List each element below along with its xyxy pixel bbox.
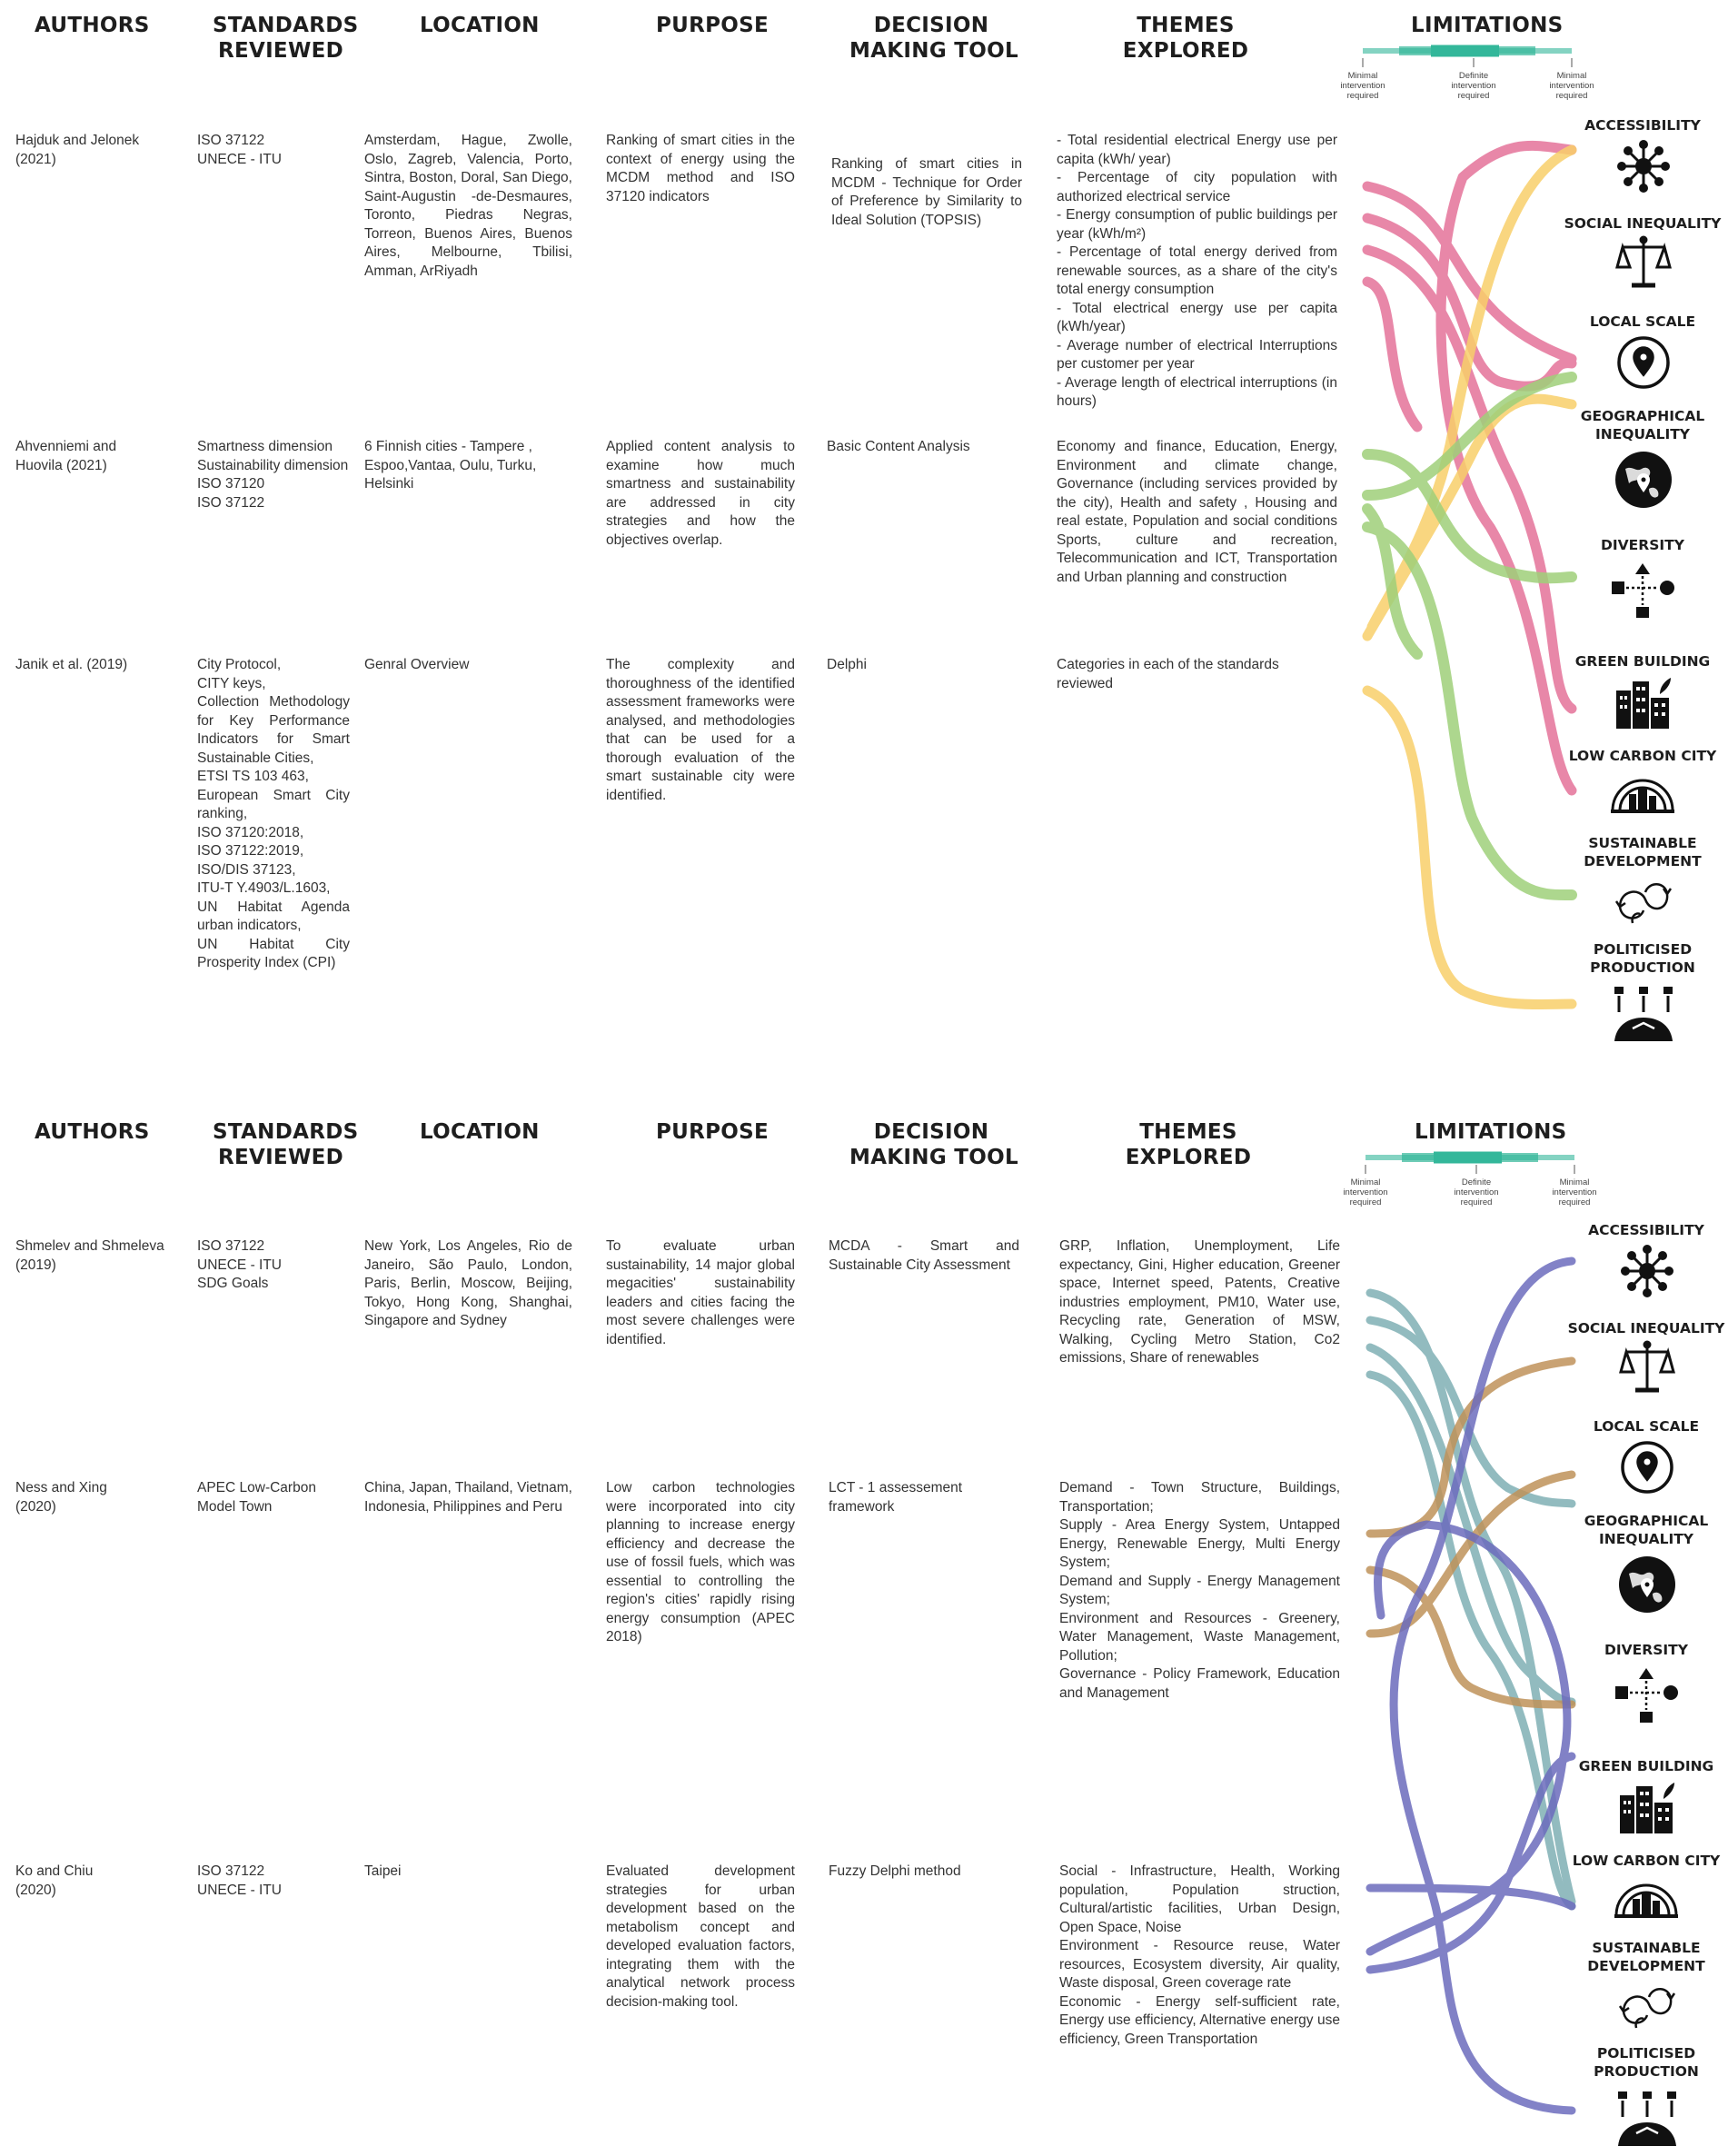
limitation-geographical-inequality: GEOGRAPHICAL INEQUALITY bbox=[1580, 408, 1705, 442]
row4-authors: Shmelev and Shmeleva (2019) bbox=[15, 1238, 164, 1273]
limitation-geographical-inequality-2: GEOGRAPHICAL INEQUALITY bbox=[1584, 1513, 1709, 1547]
row5-authors: Ness and Xing (2020) bbox=[15, 1480, 107, 1515]
row2-tool: Basic Content Analysis bbox=[827, 439, 970, 454]
row1-authors: Hajduk and Jelonek (2021) bbox=[15, 133, 140, 167]
diversity-arrows-icon bbox=[1614, 1666, 1679, 1729]
row1-location: Amsterdam, Hague, Zwolle, Oslo, Zagreb, Valencia, Porto, Sintra, Boston, Doral, San Diego, Saint-Augustin -de-Desmaures, Toronto, Piedras Negras, Torreon, Buenos Aires, Buenos Aires, Melbourne, Tbilisi, Amman, ArRiyadh bbox=[364, 133, 572, 279]
header-authors: AUTHORS bbox=[35, 14, 150, 37]
location-pin-icon bbox=[1619, 1439, 1675, 1500]
row2-standards: Smartness dimension Sustainability dimension ISO 37120 ISO 37122 bbox=[197, 439, 349, 511]
row3-location: Genral Overview bbox=[364, 657, 470, 672]
row3-purpose: The complexity and thoroughness of the identified assessment frameworks were analysed, and methodologies that can be used for a thorough evaluation of the smart sustainable city were identified. bbox=[606, 657, 795, 803]
header-limitations-2: LIMITATIONS bbox=[1415, 1120, 1567, 1144]
row1-tool: Ranking of smart cities in MCDM - Technique for Order of Preference by Similarity to Ideal Solution (TOPSIS) bbox=[831, 156, 1022, 228]
row5-tool: LCT - 1 assessement framework bbox=[829, 1480, 963, 1515]
low-carbon-dome-icon bbox=[1613, 1873, 1680, 1923]
limitation-sustainable-development-2: SUSTAINABLE DEVELOPMENT bbox=[1587, 1940, 1705, 1974]
scale-label-right: Minimal intervention required bbox=[1549, 71, 1594, 101]
header-themes-2: THEMES EXPLORED bbox=[1125, 1120, 1252, 1169]
green-building-icon bbox=[1613, 674, 1674, 735]
diversity-arrows-icon bbox=[1610, 561, 1675, 624]
row3-tool: Delphi bbox=[827, 657, 867, 672]
row3-authors: Janik et al. (2019) bbox=[15, 657, 128, 672]
limitation-politicised-production-2: POLITICISED PRODUCTION bbox=[1594, 2045, 1699, 2080]
row6-purpose: Evaluated development strategies for urban development based on the metabolism concept and developed evaluation factors, integrating them with the analytical network process decision-making tool. bbox=[606, 1863, 795, 2010]
row2-purpose: Applied content analysis to examine how much smartness and sustainability are addressed in city strategies and how the objectives overlap. bbox=[606, 439, 795, 548]
network-icon bbox=[1619, 1243, 1675, 1304]
row5-location: China, Japan, Thailand, Vietnam, Indonesia, Philippines and Peru bbox=[364, 1480, 572, 1515]
scale-label-right-2: Minimal intervention required bbox=[1552, 1177, 1597, 1207]
row5-standards: APEC Low-Carbon Model Town bbox=[197, 1480, 316, 1515]
header-decision-tool: DECISION MAKING TOOL bbox=[849, 14, 1018, 63]
scale-label-left: Minimal intervention required bbox=[1340, 71, 1385, 101]
limitation-diversity-2: DIVERSITY bbox=[1604, 1642, 1688, 1658]
row3-themes: Categories in each of the standards reviewed bbox=[1057, 657, 1279, 691]
limitation-local-scale-2: LOCAL SCALE bbox=[1593, 1418, 1700, 1435]
location-pin-icon bbox=[1615, 334, 1672, 395]
globe-pin-icon bbox=[1613, 449, 1674, 515]
scales-icon bbox=[1619, 1339, 1675, 1400]
table-panel-2 bbox=[0, 1107, 1728, 2156]
header-authors-2: AUTHORS bbox=[35, 1120, 150, 1144]
scale-label-mid-2: Definite intervention required bbox=[1454, 1177, 1499, 1207]
header-purpose-2: PURPOSE bbox=[656, 1120, 770, 1144]
limitation-local-scale: LOCAL SCALE bbox=[1589, 313, 1696, 330]
row2-themes: Economy and finance, Education, Energy, Environment and climate change, Governance (including services provided by the city), Health and safety , Housing and real estate, Population and social conditions Sports, culture and recreation, Telecommunication and ICT, Transportation and Urban planning and construction bbox=[1057, 439, 1337, 585]
scale-label-left-2: Minimal intervention required bbox=[1343, 1177, 1388, 1207]
limitation-green-building: GREEN BUILDING bbox=[1574, 653, 1711, 670]
row2-location: 6 Finnish cities - Tampere , Espoo,Vantaa, Oulu, Turku, Helsinki bbox=[364, 439, 537, 492]
limitation-low-carbon-city-2: LOW CARBON CITY bbox=[1572, 1853, 1721, 1869]
limitation-sustainable-development: SUSTAINABLE DEVELOPMENT bbox=[1584, 835, 1702, 869]
scales-icon bbox=[1615, 234, 1672, 295]
limitation-low-carbon-city: LOW CARBON CITY bbox=[1568, 748, 1717, 764]
row2-authors: Ahvenniemi and Huovila (2021) bbox=[15, 439, 117, 473]
limitation-green-building-2: GREEN BUILDING bbox=[1578, 1758, 1714, 1774]
limitation-flows-2 bbox=[0, 1107, 1728, 2156]
header-location-2: LOCATION bbox=[420, 1120, 540, 1144]
sustainable-loop-icon bbox=[1613, 874, 1674, 933]
scale-label-mid: Definite intervention required bbox=[1451, 71, 1496, 101]
row6-authors: Ko and Chiu (2020) bbox=[15, 1863, 94, 1898]
header-limitations: LIMITATIONS bbox=[1411, 14, 1564, 37]
politicised-production-icon bbox=[1614, 2090, 1680, 2152]
row4-tool: MCDA - Smart and Sustainable City Assessment bbox=[829, 1238, 1019, 1273]
limitation-diversity: DIVERSITY bbox=[1601, 537, 1684, 553]
limitation-social-inequality-2: SOCIAL INEQUALITY bbox=[1567, 1320, 1725, 1336]
header-standards: STANDARDS REVIEWED bbox=[213, 14, 359, 63]
row1-themes: - Total residential electrical Energy use per capita (kWh/ year) - Percentage of city population with authorized electrical service - Energy consumption of public buildings per year (kWh/m²) - Percentage of total energy derived from renewable sources, as a share of the city's total energy consumption - Total electrical energy use per capita (kWh/year) - Average number of electrical Interruptions per customer per year - Average length of electrical interruptions (in hours) bbox=[1057, 133, 1337, 409]
row1-purpose: Ranking of smart cities in the context of energy using the MCDM method and ISO 37120 indicators bbox=[606, 133, 795, 204]
header-purpose: PURPOSE bbox=[656, 14, 770, 37]
row4-themes: GRP, Inflation, Unemployment, Life expectancy, Gini, Higher education, Greener space, Internet speed, Patents, Creative industries employment, PM10, Water use, Recycling rate, Generation of MSW, Walking, Cycling Metro Station, Co2 emissions, Share of renewables bbox=[1059, 1238, 1340, 1366]
limitation-accessibility: ACCESSIBILITY bbox=[1584, 117, 1701, 134]
row3-standards: City Protocol, CITY keys, Collection Methodology for Key Performance Indicators for Smart Sustainable Cities, ETSI TS 103 463, European Smart City ranking, ISO 37120:2018, ISO 37122:2019, ISO/DIS 37123, ITU-T Y.4903/L.1603, UN Habitat Agenda urban indicators, UN Habitat City Prosperity Index (CPI) bbox=[197, 657, 350, 970]
limitation-social-inequality: SOCIAL INEQUALITY bbox=[1564, 215, 1722, 232]
header-location: LOCATION bbox=[420, 14, 540, 37]
header-decision-tool-2: DECISION MAKING TOOL bbox=[849, 1120, 1018, 1169]
globe-pin-icon bbox=[1616, 1554, 1678, 1620]
row1-standards: ISO 37122 UNECE - ITU bbox=[197, 133, 282, 167]
flow-teal bbox=[1370, 1293, 1572, 1906]
row5-themes: Demand - Town Structure, Buildings, Transportation; Supply - Area Energy System, Untapped Energy, Renewable Energy, Multi Energy System; Demand and Supply - Energy Management System; Environment and Resources - Greenery, Water Management, Waste Management, Pollution; Governance - Policy Framework, Education and Management bbox=[1059, 1480, 1340, 1701]
network-icon bbox=[1615, 138, 1672, 199]
row4-purpose: To evaluate urban sustainability, 14 major global megacities' sustainability leaders and cities facing the most severe challenges were identified. bbox=[606, 1238, 795, 1347]
row6-tool: Fuzzy Delphi method bbox=[829, 1863, 961, 1879]
row6-standards: ISO 37122 UNECE - ITU bbox=[197, 1863, 282, 1898]
row6-location: Taipei bbox=[364, 1863, 402, 1879]
sustainable-loop-icon bbox=[1616, 1979, 1678, 2038]
header-standards-2: STANDARDS REVIEWED bbox=[213, 1120, 359, 1169]
green-building-icon bbox=[1616, 1779, 1678, 1840]
politicised-production-icon bbox=[1611, 985, 1676, 1048]
limitation-accessibility-2: ACCESSIBILITY bbox=[1588, 1222, 1704, 1238]
row5-purpose: Low carbon technologies were incorporated into city planning to increase energy efficiency and decrease the use of fossil fuels, which was essential to controlling the region's cities' rapidly rising energy consumption (APEC 2018) bbox=[606, 1480, 795, 1644]
row4-location: New York, Los Angeles, Rio de Janeiro, São Paulo, London, Paris, Berlin, Moscow, Beijing, Tokyo, Hong Kong, Shanghai, Singapore and Sydney bbox=[364, 1238, 572, 1328]
row6-themes: Social - Infrastructure, Health, Working population, Population struction, Cultural/artistic facilities, Urban Design, Open Space, Noise Environment - Resource reuse, Water resources, Ecosystem diversity, Air quality, Waste disposal, Green coverage rate Economic - Energy self-sufficient rate, Energy use efficiency, Alternative energy use efficiency, Green Transportation bbox=[1059, 1863, 1340, 2047]
limitation-politicised-production: POLITICISED PRODUCTION bbox=[1590, 941, 1695, 976]
header-themes: THEMES EXPLORED bbox=[1122, 14, 1249, 63]
row4-standards: ISO 37122 UNECE - ITU SDG Goals bbox=[197, 1238, 282, 1291]
low-carbon-dome-icon bbox=[1609, 769, 1676, 819]
